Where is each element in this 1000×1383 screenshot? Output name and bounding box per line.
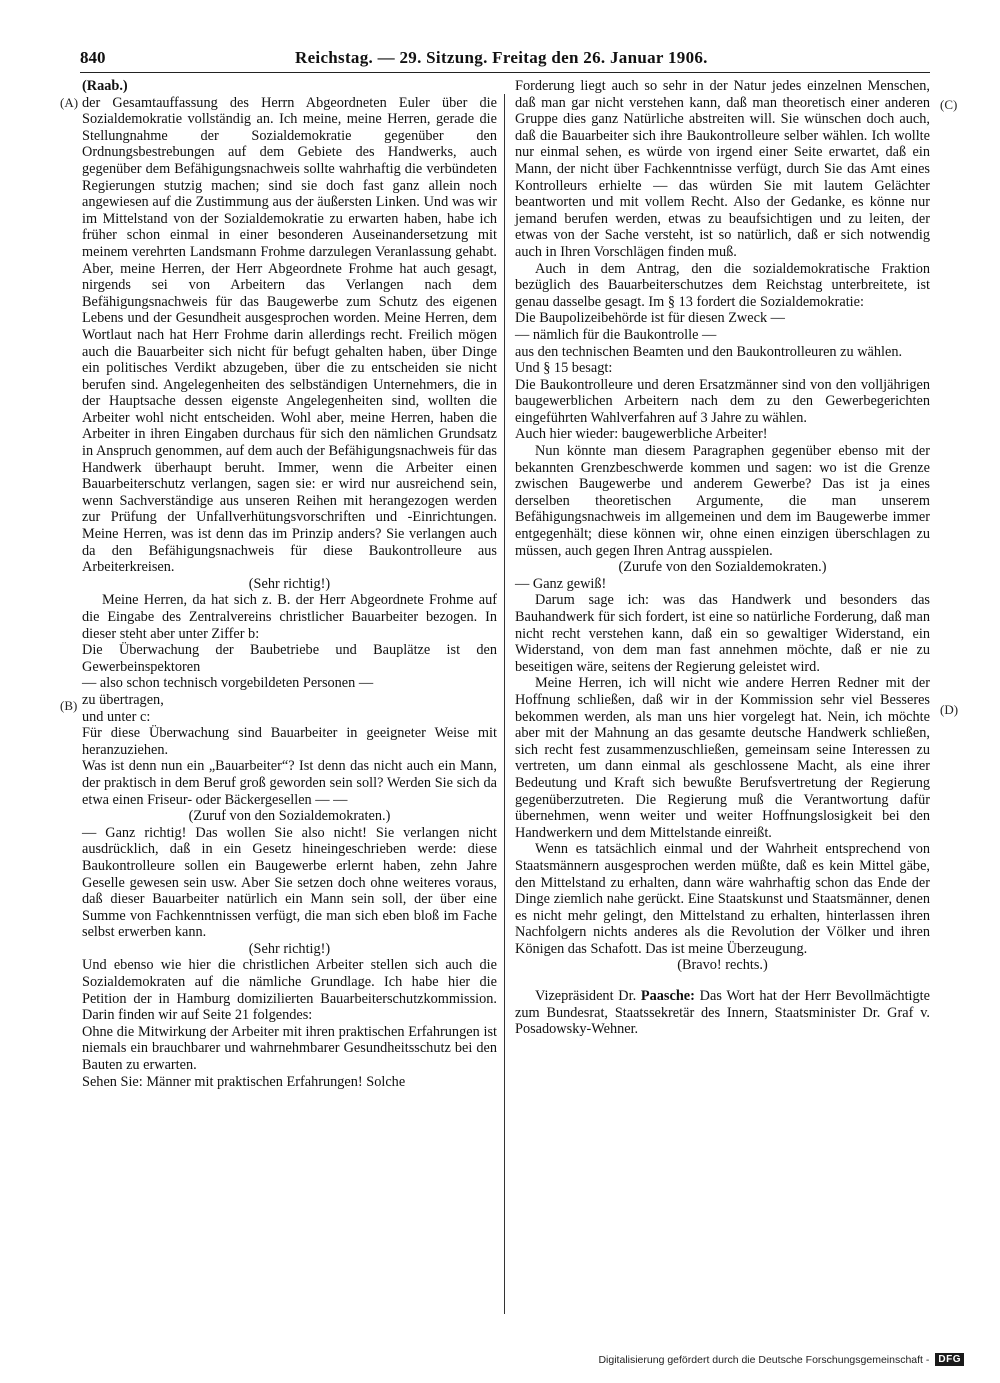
quotation: Für diese Überwachung sind Bauarbeiter in geeigneter Weise mit heranzuziehen. [82, 725, 497, 758]
quotation: aus den technischen Beamten und den Baukontrolleuren zu wählen. [515, 343, 903, 360]
quotation-aside: — also schon technisch vorgebildeten Personen — [82, 675, 374, 692]
paragraph: Was ist denn nun ein „Bauarbeiter“? Ist denn das nicht auch ein Mann, der praktisch in dem Beruf groß geworden sein soll? Werden Sie sich da etwa einen Friseur- oder Bäckergesellen — — [82, 758, 497, 808]
footer-text: Digitalisierung gefördert durch die Deutsche Forschungsgemeinschaft - [598, 1353, 930, 1366]
speaker-label: (Raab.) [82, 78, 128, 94]
chair-name: Paasche: [640, 988, 695, 1005]
paragraph: Forderung liegt auch so sehr in der Natur jedes einzelnen Menschen, daß man gar nicht verstehen kann, daß man theoretisch einer anderen Gruppe dies ganz Natürliche abstreiten will. Sie wünschen doch auch, daß die Bauarbeiter sich ihre Baukontrolleure selber wählen. Ich wollte nur einmal sehen, es würde von irgend einer Seite erwartet, daß ein Mann, der nicht über Fachkenntnisse verfügt, durch Sie das Amt eines Kontrolleurs erhielte — das würden Sie mit lautem Gelächter beantworten und mit vollem Recht. Also der Gedanke, es könne nur jemand berufen werden, etwas zu beaufsichtigen und zu leiten, der etwas von der Sache versteht, ist so natürlich, daß er sich notwendig auch in Ihren Vorschlägen finden muß. [515, 78, 930, 260]
quotation: Ohne die Mitwirkung der Arbeiter mit ihren praktischen Erfahrungen ist niemals ein brauchbarer und wahrnehmbarer Gesundheitsschutz bei den Bauten zu erwarten. [82, 1023, 497, 1074]
quotation-intro: und unter c: [82, 708, 151, 725]
quotation: Die Baupolizeibehörde ist für diesen Zweck — [515, 310, 785, 327]
section-gap [515, 974, 930, 988]
paragraph: Auch hier wieder: baugewerbliche Arbeiter! [515, 426, 768, 443]
margin-letter-a: (A) [60, 95, 79, 110]
running-title: Reichstag. — 29. Sitzung. Freitag den 26. Januar 1906. [295, 48, 708, 67]
right-column [515, 78, 930, 1038]
left-column [82, 78, 497, 1090]
paragraph: Wenn es tatsächlich einmal und der Wahrheit entsprechend von Staatsmännern ausgesprochen werden müßte, daß es kein Mittel gäbe, den Mittelstand zu erhalten, dann wäre wahrhaftig schon das Ende der Dinge ziemlich nahe gerückt. Eine Staatskunst und Staatsmänner, denen es nicht mehr gelingt, den Mittelstand zu erhalten, hinterlassen ihren Nachfolgern nichts anderes als die Revolution der Völker und ihren Königen das Schafott. Das ist meine Überzeugung. [515, 841, 930, 957]
paragraph: Meine Herren, da hat sich z. B. der Herr Abgeordnete Frohme auf die Eingabe des Zentralvereins christlicher Bauarbeiter bezogen. In dieser steht aber unter Ziffer b: [82, 592, 497, 642]
margin-letter-c: (C) [940, 97, 958, 112]
paragraph: Nun könnte man diesem Paragraphen gegenüber ebenso mit der bekannten Grenzbeschwerde kommen und sagen: wo ist die Grenze zwischen Baugewerbe und anderem Gewerbe? Das ist ja eines derselben theoretischen Argumente, die man unserem Befähigungsnachweis im allgemeinen und dem im Baugewerbe immer entgegenhält; diese können wir, ohne einen einzigen überschlagen zu müssen, auch gegen Ihren Antrag ausspielen. [515, 443, 930, 559]
page-header [80, 46, 930, 73]
paragraph: — Ganz gewiß! [515, 575, 607, 592]
interjection: (Zuruf von den Sozialdemokraten.) [188, 808, 391, 825]
margin-letter-d: (D) [940, 702, 959, 717]
interjection: (Zurufe von den Sozialdemokraten.) [618, 559, 827, 576]
chair-paragraph [515, 988, 930, 1038]
paragraph: Meine Herren, ich will nicht wie andere Herren Redner mit der Hoffnung schließen, daß wir in der Kommission sehr viel Besseres bekommen werden, als man uns hier vorgelegt hat. Nein, ich möchte aber mit der Mahnung an das gesamte deutsche Handwerk schließen, sich recht fest zusammenzuschließen, gemeinsam seine Interessen zu vertreten, um dann einmal als geschlossene Macht, als eine ihrer Bedeutung und Kraft sich bewußte Berufsvertretung der Regierung gegenüberzutreten. Die Regierung muß die Verantwortung dafür übernehmen, wenn weiter und weiter Hoffnungslosigkeit bei den Handwerkern und dem Mittelstande einreißt. [515, 675, 930, 841]
quotation: zu übertragen, [82, 691, 164, 708]
chair-role: Vizepräsident Dr. [535, 988, 637, 1005]
paragraph: Auch in dem Antrag, den die sozialdemokratische Fraktion bezüglich des Bauarbeiterschutzes dem Reichstag unterbreitete, ist genau dasselbe gesagt. Im § 13 fordert die Sozialdemokratie: [515, 260, 930, 310]
paragraph: — Ganz richtig! Das wollen Sie also nicht! Sie verlangen nicht ausdrücklich, daß in ein Gesetz hineingeschrieben werde: diese Baukontrolleure sollen ein Baugewerbe erlernt haben, zehn Jahre Geselle gewesen sein usw. Aber Sie setzen doch ohne weiteres voraus, daß dieser Bauarbeiter natürlich ein Mann sein soll, der über eine Summe von Fachkenntnissen verfügt, die man sich eben bloß im Fache selbst erwerben kann. [82, 824, 497, 941]
paragraph: Darum sage ich: was das Handwerk und besonders das Bauhandwerk für sich fordert, ist eine so natürliche Forderung, daß man nicht recht verstehen kann, daß ein so gewaltiger Widerstand, ein Widerstand, von dem man fast annehmen möchte, daß er nie zu beseitigen wäre, seitens der Regierung geleistet wird. [515, 592, 930, 675]
quotation: Die Überwachung der Baubetriebe und Bauplätze ist den Gewerbeinspektoren [82, 642, 497, 675]
dfg-logo: DFG [935, 1353, 964, 1366]
paragraph: Sehen Sie: Männer mit praktischen Erfahrungen! Solche [82, 1073, 406, 1090]
interjection: (Sehr richtig!) [248, 940, 331, 957]
page-number: 840 [80, 48, 106, 67]
footer [598, 1353, 964, 1366]
interjection: (Sehr richtig!) [248, 575, 331, 592]
quotation-intro: Und § 15 besagt: [515, 360, 613, 377]
quotation: Die Baukontrolleure und deren Ersatzmänner sind von den volljährigen baugewerblichen Arbeitern nach dem zu den Gewerbegerichten eingeführten Wahlverfahren auf 3 Jahre zu wählen. [515, 376, 930, 426]
column-divider [504, 94, 505, 1314]
quotation-aside: — nämlich für die Baukontrolle — [515, 326, 717, 343]
margin-letter-b: (B) [60, 698, 78, 713]
paragraph: Und ebenso wie hier die christlichen Arbeiter stellen sich auch die Sozialdemokraten auf die nämliche Grundlage. Ich habe hier die Petition der in Hamburg domizilierten Bauarbeiterschutzkommission. Darin finden wir auf Seite 21 folgendes: [82, 957, 497, 1024]
interjection: (Bravo! rechts.) [677, 957, 768, 974]
paragraph: der Gesamtauffassung des Herrn Abgeordneten Euler über die Sozialdemokratie vollständig an. Ich meine, meine Herren, gerade die Stellungnahme der Sozialdemokratie gegenüber den Ordnungsbestrebungen auf dem Gebiete des Handwerks, auch gegenüber dem Befähigungsnachweis sollte wahrhaftig die verbündeten Regierungen stutzig machen; sind sie doch fast ganz allein noch angewiesen auf die Zustimmung aus der äußersten Linken. Und was wir im Mittelstand von der Sozialdemokratie zu erwarten haben, habe ich früher schon einmal in einer besonderen Auseinandersetzung mit meinem verehrten Landsmann Frohme darzulegen Veranlassung gehabt. Aber, meine Herren, der Herr Abgeordnete Frohme hat auch gesagt, nirgends sei von Arbeitern das Verlangen nach dem Befähigungsnachweis für das Baugewerbe zum Schutz des eigenen Lebens und der Gesundheit ausgesprochen worden. Meine Herren, dem Wortlaut nach hat Herr Frohme darin allerdings recht. Freilich mögen auch die Bauarbeiter sich nicht für befugt gehalten haben, über Dinge ein politisches Verdikt abzugeben, über die zu entscheiden sie nicht berufen sind. Angelegenheiten des selbständigen Unternehmers, die in der Hauptsache dessen eigenste Angelegenheiten sind, wollten die Arbeiter wohl nicht entscheiden. Wohl aber, meine Herren, haben die Arbeiter in ihren Eingaben durchaus für sich den nämlichen Grundsatz in Anspruch genommen, auf dem auch der Befähigungsnachweis für das Handwerk überhaupt beruht. Immer, wenn die Arbeiter einen Bauarbeiterschutz verlangen, sagen sie: er wird nur ausreichend sein, wenn Sachverständige aus unseren Reihen mit herangezogen werden zur Prüfung der Unfallverhütungsvorschriften und -Einrichtungen. Meine Herren, was ist denn das im Prinzip anders? Sie verlangen auch da den Befähigungsnachweis für diese Baukontrolleure aus Arbeiterkreisen. [82, 94, 497, 576]
chair-text: Das Wort hat der Herr Bevollmächtigte zum Bundesrat, Staatssekretär des Innern, Staatsminister Dr. Graf v. Posadowsky-Wehner. [515, 988, 930, 1038]
